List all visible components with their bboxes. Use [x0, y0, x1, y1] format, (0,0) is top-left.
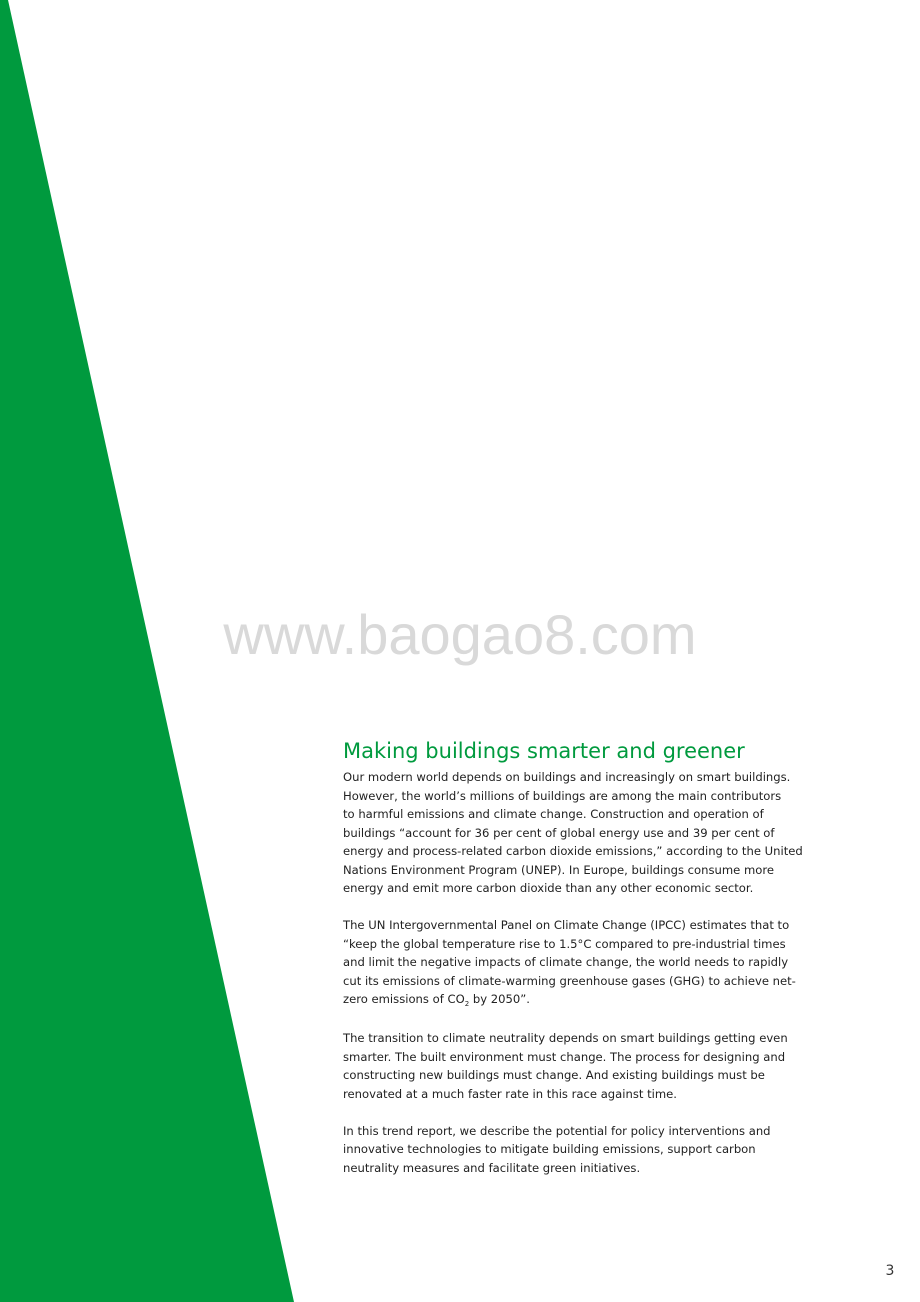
article-section [343, 736, 835, 1196]
text-line: neutrality measures and facilitate green initiatives. [343, 1160, 641, 1175]
watermark: www.baogao8.com [223, 603, 697, 666]
text-line: Our modern world depends on buildings and increasingly on smart buildings. [343, 770, 791, 784]
text-line: innovative technologies to mitigate building emissions, support carbon [343, 1142, 756, 1156]
co2-subscript: 2 [464, 1000, 470, 1008]
text-line: and limit the negative impacts of climate change, the world needs to rapidly [343, 955, 789, 969]
text-line: buildings “account for 36 per cent of global energy use and 39 per cent of [343, 825, 775, 840]
page-number: 3 [885, 1263, 895, 1279]
text-line: energy and emit more carbon dioxide than any other economic sector. [343, 881, 754, 895]
paragraph-ipcc [343, 916, 835, 1011]
text-line: energy and process-related carbon dioxide emissions,” according to the United [343, 844, 803, 858]
text-line-co2 [343, 990, 835, 1011]
paragraph-intro [343, 768, 835, 898]
paragraph-trend-report [343, 1122, 835, 1178]
text-line: to harmful emissions and climate change. Construction and operation of [343, 807, 764, 821]
text-line: The UN Intergovernmental Panel on Climate Change (IPCC) estimates that to [343, 918, 790, 932]
co2-text-before: zero emissions of CO [343, 992, 465, 1006]
section-heading: Making buildings smarter and greener [343, 739, 745, 763]
text-line: cut its emissions of climate-warming greenhouse gases (GHG) to achieve net- [343, 973, 796, 988]
text-line: renovated at a much faster rate in this race against time. [343, 1086, 677, 1101]
paragraph-transition [343, 1029, 835, 1103]
text-line: Nations Environment Program (UNEP). In Europe, buildings consume more [343, 862, 775, 877]
co2-text-after: by 2050”. [469, 992, 530, 1006]
text-line: The transition to climate neutrality depends on smart buildings getting even [343, 1031, 788, 1045]
text-line: “keep the global temperature rise to 1.5°C compared to pre-industrial times [343, 936, 786, 951]
text-line: smarter. The built environment must change. The process for designing and [343, 1049, 786, 1064]
text-line: constructing new buildings must change. And existing buildings must be [343, 1068, 765, 1082]
text-line: However, the world’s millions of buildings are among the main contributors [343, 788, 782, 803]
text-line: In this trend report, we describe the potential for policy interventions and [343, 1123, 771, 1138]
